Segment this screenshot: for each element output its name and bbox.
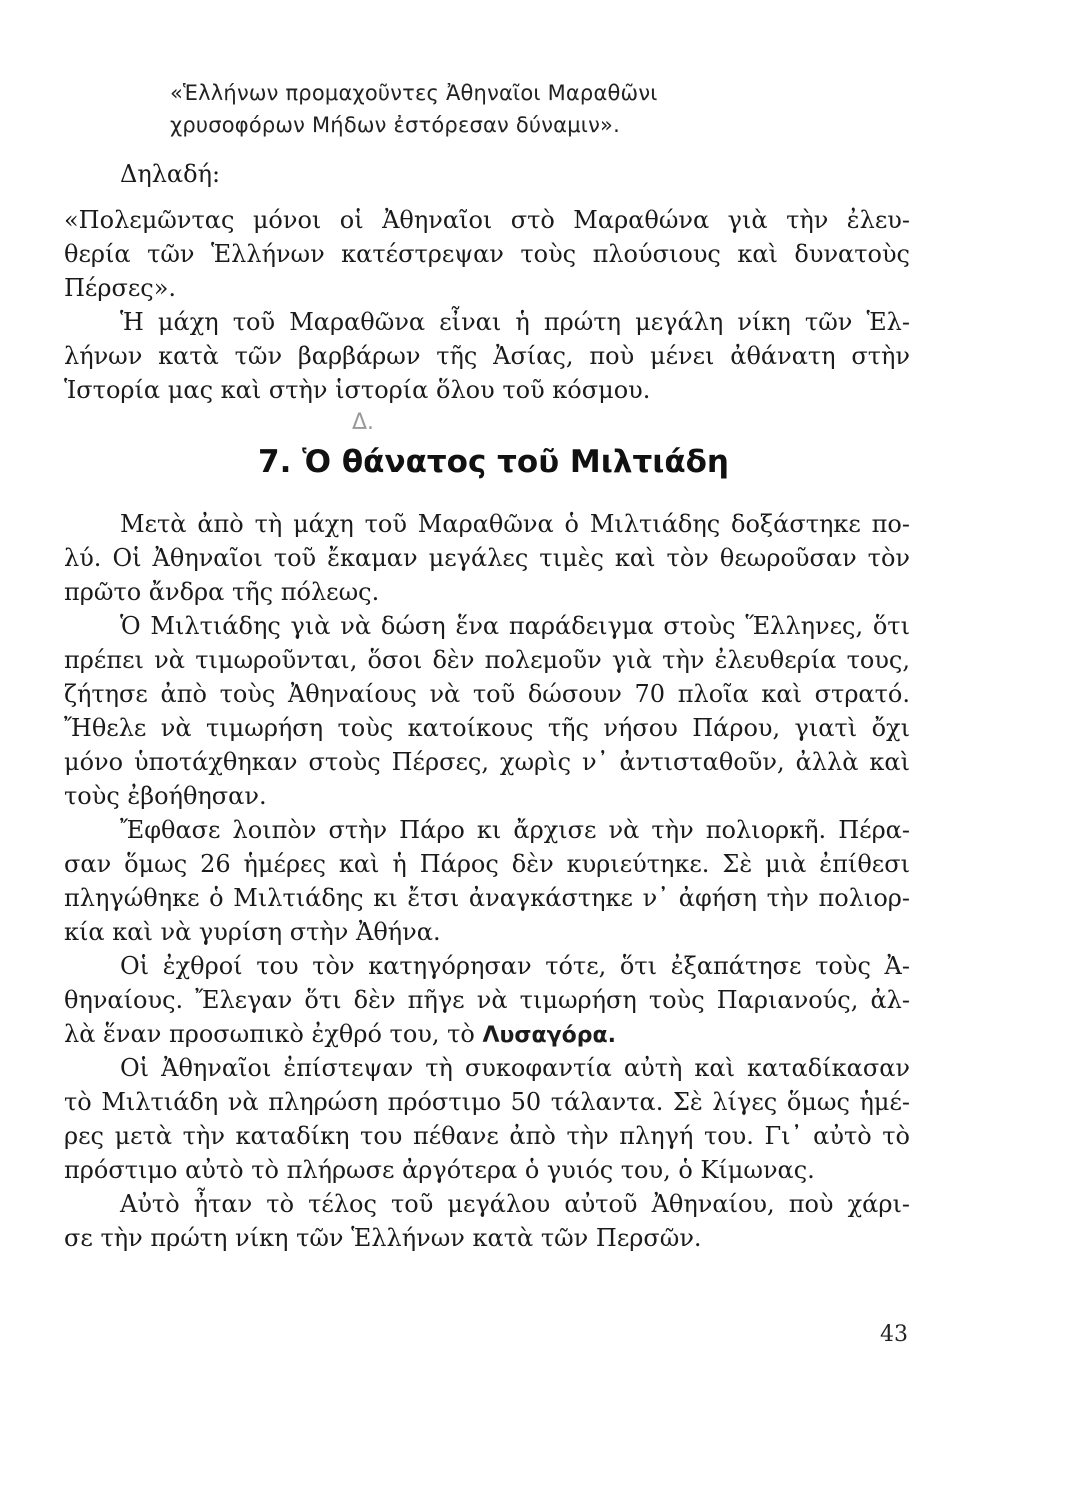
body-line: ζήτησε ἀπὸ τοὺς Ἀθηναίους νὰ τοῦ δώσουν 70 πλοῖα καὶ στρατό. — [64, 680, 910, 708]
page-number: 43 — [880, 1322, 908, 1347]
body-line: Αὐτὸ ἦταν τὸ τέλος τοῦ μεγάλου αὐτοῦ Ἀθηναίου, ποὺ χάρι- — [120, 1190, 910, 1218]
margin-mark: Δ. — [352, 410, 375, 435]
translation-label: Δηλαδή: — [120, 160, 221, 188]
body-line: κία καὶ νὰ γυρίση στὴν Ἀθήνα. — [64, 918, 441, 946]
intro-line: Ἱστορία μας καὶ στὴν ἱστορία ὅλου τοῦ κόσμου. — [64, 376, 651, 404]
body-line: Οἱ ἐχθροί του τὸν κατηγόρησαν τότε, ὅτι ἐξαπάτησε τοὺς Ἀ- — [120, 952, 910, 980]
intro-line: θερία τῶν Ἑλλήνων κατέστρεψαν τοὺς πλούσιους καὶ δυνατοὺς — [64, 240, 910, 268]
body-line: τὸ Μιλτιάδη νὰ πληρώση πρόστιμο 50 τάλαντα. Σὲ λίγες ὅμως ἡμέ- — [64, 1088, 910, 1116]
body-line-text: λὰ ἕναν προσωπικὸ ἐχθρό του, τὸ — [64, 1020, 483, 1048]
body-line: λύ. Οἱ Ἀθηναῖοι τοῦ ἔκαμαν μεγάλες τιμὲς καὶ τὸν θεωροῦσαν τὸν — [64, 544, 910, 572]
intro-line: Ἡ μάχη τοῦ Μαραθῶνα εἶναι ἡ πρώτη μεγάλη νίκη τῶν Ἑλ- — [120, 308, 910, 336]
body-line: μόνο ὑποτάχθηκαν στοὺς Πέρσες, χωρὶς ν᾿ ἀντισταθοῦν, ἀλλὰ καὶ — [64, 748, 910, 776]
body-line: πρόστιμο αὐτὸ τὸ πλήρωσε ἀργότερα ὁ γυιός του, ὁ Κίμωνας. — [64, 1156, 815, 1184]
intro-line: λήνων κατὰ τῶν βαρβάρων τῆς Ἀσίας, ποὺ μένει ἀθάνατη στὴν — [64, 342, 910, 370]
intro-line: «Πολεμῶντας μόνοι οἱ Ἀθηναῖοι στὸ Μαραθώνα γιὰ τὴν ἐλευ- — [64, 206, 910, 234]
body-line: Μετὰ ἀπὸ τὴ μάχη τοῦ Μαραθῶνα ὁ Μιλτιάδης δοξάστηκε πο- — [120, 510, 910, 538]
inscription-line-1: «Ἑλλήνων προμαχοῦντες Ἀθηναῖοι Μαραθῶνι — [170, 81, 658, 105]
body-line-with-name — [64, 1018, 910, 1052]
body-line: Ἤθελε νὰ τιμωρήση τοὺς κατοίκους τῆς νήσου Πάρου, γιατὶ ὄχι — [64, 714, 910, 742]
body-line: πληγώθηκε ὁ Μιλτιάδης κι ἔτσι ἀναγκάστηκε ν᾿ ἀφήση τὴν πολιορ- — [64, 884, 910, 912]
body-line: θηναίους. Ἔλεγαν ὅτι δὲν πῆγε νὰ τιμωρήση τοὺς Παριανούς, ἀλ- — [64, 986, 910, 1014]
body-line: τοὺς ἐβοήθησαν. — [64, 782, 267, 810]
section-heading: 7. Ὁ θάνατος τοῦ Μιλτιάδη — [258, 444, 729, 480]
body-line: ρες μετὰ τὴν καταδίκη του πέθανε ἀπὸ τὴν πληγή του. Γι᾿ αὐτὸ τὸ — [64, 1122, 910, 1150]
inscription-line-2: χρυσοφόρων Μήδων ἐστόρεσαν δύναμιν». — [170, 113, 620, 137]
intro-line: Πέρσες». — [64, 274, 177, 302]
body-line: πρέπει νὰ τιμωροῦνται, ὅσοι δὲν πολεμοῦν γιὰ τὴν ἐλευθερία τους, — [64, 646, 910, 674]
highlighted-name: Λυσαγόρα. — [482, 1023, 616, 1048]
body-line: σε τὴν πρώτη νίκη τῶν Ἑλλήνων κατὰ τῶν Περσῶν. — [64, 1224, 702, 1252]
body-line: Ἔφθασε λοιπὸν στὴν Πάρο κι ἄρχισε νὰ τὴν πολιορκῆ. Πέρα- — [120, 816, 910, 844]
body-line: σαν ὅμως 26 ἡμέρες καὶ ἡ Πάρος δὲν κυριεύτηκε. Σὲ μιὰ ἐπίθεσι — [64, 850, 910, 878]
body-line: Ὁ Μιλτιάδης γιὰ νὰ δώση ἕνα παράδειγμα στοὺς Ἕλληνες, ὅτι — [120, 612, 910, 640]
body-line: πρῶτο ἄνδρα τῆς πόλεως. — [64, 578, 380, 606]
body-line: Οἱ Ἀθηναῖοι ἐπίστεψαν τὴ συκοφαντία αὐτὴ καὶ καταδίκασαν — [120, 1054, 910, 1082]
